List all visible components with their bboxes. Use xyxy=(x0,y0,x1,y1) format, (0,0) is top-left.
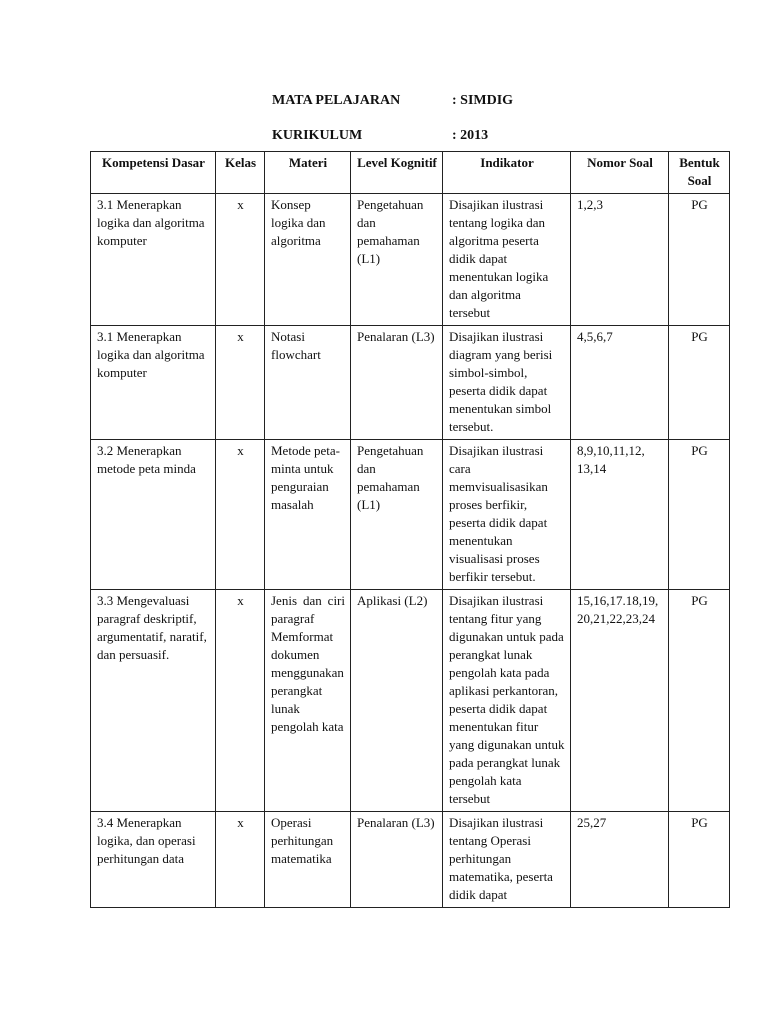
cell-indikator: Disajikan ilustrasi diagram yang berisi simbol-simbol, peserta didik dapat menentukan simbol tersebut. xyxy=(443,326,571,440)
cell-bentuk-soal: PG xyxy=(669,194,730,326)
cell-indikator: Disajikan ilustrasi cara memvisualisasikan proses berfikir, peserta didik dapat menentukan visualisasi proses berfikir tersebut. xyxy=(443,440,571,590)
cell-kelas: x xyxy=(216,590,265,812)
cell-kompetensi: 3.1 Menerapkan logika dan algoritma komputer xyxy=(91,326,216,440)
question-grid-table xyxy=(90,151,730,908)
table-row xyxy=(91,326,730,440)
cell-nomor-soal: 15,16,17.18,19,20,21,22,23,24 xyxy=(571,590,669,812)
cell-level: Penalaran (L3) xyxy=(351,326,443,440)
cell-kompetensi: 3.3 Mengevaluasi paragraf deskriptif, argumentatif, naratif, dan persuasif. xyxy=(91,590,216,812)
cell-level: Pengetahuan dan pemahaman (L1) xyxy=(351,440,443,590)
col-header-bentuk-soal: Bentuk Soal xyxy=(669,152,730,194)
cell-materi: Jenis dan ciri paragraf Memformat dokumen menggunakan perangkat lunak pengolah kata xyxy=(265,590,351,812)
cell-bentuk-soal: PG xyxy=(669,440,730,590)
cell-nomor-soal: 1,2,3 xyxy=(571,194,669,326)
cell-kelas: x xyxy=(216,194,265,326)
cell-kelas: x xyxy=(216,812,265,908)
col-header-nomor-soal: Nomor Soal xyxy=(571,152,669,194)
table-row xyxy=(91,812,730,908)
header-row-subject xyxy=(272,93,513,128)
col-header-indikator: Indikator xyxy=(443,152,571,194)
cell-bentuk-soal: PG xyxy=(669,812,730,908)
cell-nomor-soal: 8,9,10,11,12, 13,14 xyxy=(571,440,669,590)
col-header-materi: Materi xyxy=(265,152,351,194)
cell-materi: Konsep logika dan algoritma xyxy=(265,194,351,326)
table-row xyxy=(91,590,730,812)
cell-kelas: x xyxy=(216,326,265,440)
col-header-kompetensi: Kompetensi Dasar xyxy=(91,152,216,194)
header-value: : SIMDIG xyxy=(452,93,514,108)
table-row xyxy=(91,194,730,326)
cell-level: Penalaran (L3) xyxy=(351,812,443,908)
cell-kompetensi: 3.1 Menerapkan logika dan algoritma komputer xyxy=(91,194,216,326)
header-value: : 2013 xyxy=(452,128,489,143)
cell-kelas: x xyxy=(216,440,265,590)
cell-nomor-soal: 25,27 xyxy=(571,812,669,908)
cell-level: Aplikasi (L2) xyxy=(351,590,443,812)
header-key: KURIKULUM xyxy=(272,128,363,143)
cell-materi: Operasi perhitungan matematika xyxy=(265,812,351,908)
cell-indikator: Disajikan ilustrasi tentang Operasi perhitungan matematika, peserta didik dapat xyxy=(443,812,571,908)
cell-materi: Notasi flowchart xyxy=(265,326,351,440)
cell-level: Pengetahuan dan pemahaman (L1) xyxy=(351,194,443,326)
cell-kompetensi: 3.2 Menerapkan metode peta minda xyxy=(91,440,216,590)
col-header-kelas: Kelas xyxy=(216,152,265,194)
header-key: MATA PELAJARAN xyxy=(272,93,401,108)
cell-nomor-soal: 4,5,6,7 xyxy=(571,326,669,440)
cell-kompetensi: 3.4 Menerapkan logika, dan operasi perhitungan data xyxy=(91,812,216,908)
cell-materi: Metode peta-minta untuk penguraian masalah xyxy=(265,440,351,590)
col-header-level: Level Kognitif xyxy=(351,152,443,194)
table-row xyxy=(91,440,730,590)
cell-bentuk-soal: PG xyxy=(669,590,730,812)
cell-bentuk-soal: PG xyxy=(669,326,730,440)
table-header-row xyxy=(91,152,730,194)
cell-indikator: Disajikan ilustrasi tentang fitur yang digunakan untuk pada perangkat lunak pengolah kata pada aplikasi perkantoran, peserta didik dapat menentukan fitur yang digunakan untuk pada perangkat lunak pengolah kata tersebut xyxy=(443,590,571,812)
cell-indikator: Disajikan ilustrasi tentang logika dan algoritma peserta didik dapat menentukan logika dan algoritma tersebut xyxy=(443,194,571,326)
